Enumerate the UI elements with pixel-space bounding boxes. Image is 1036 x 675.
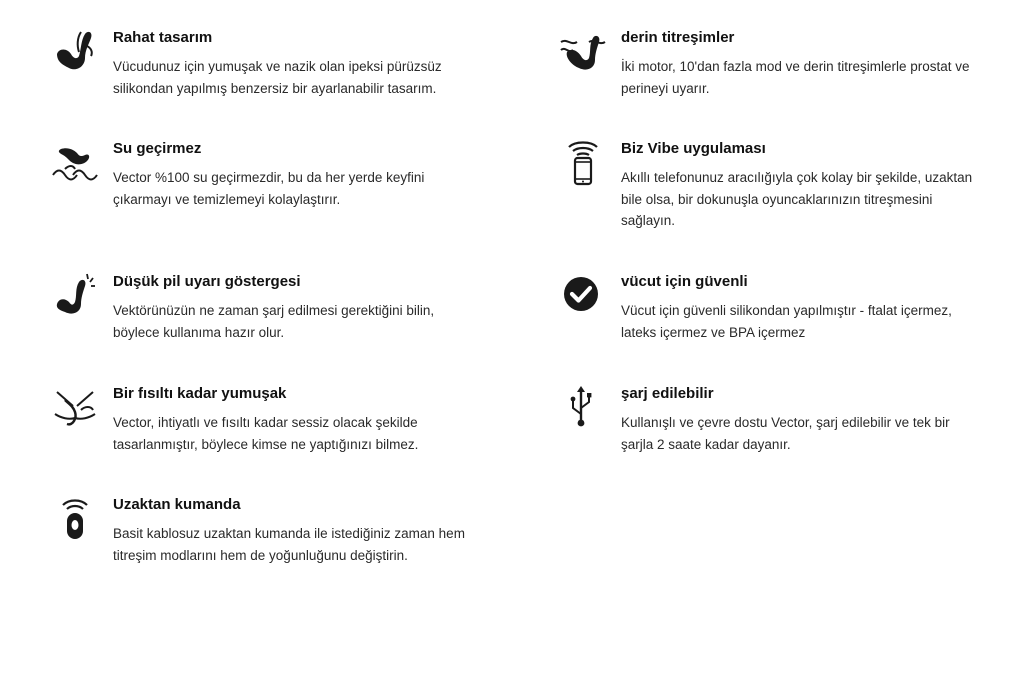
low-battery-indicator-icon — [51, 272, 99, 320]
product-silhouette-icon — [51, 28, 99, 76]
feature-description: Akıllı telefonunuz aracılığıyla çok kolay bir şekilde, uzaktan bile olsa, bir dokunuşla oyuncaklarınızın titreşmesini sağlayın. — [621, 170, 973, 228]
checkmark-circle-icon — [559, 272, 607, 320]
feature-title: Uzaktan kumanda — [113, 496, 241, 513]
feature-description: Vücut için güvenli silikondan yapılmıştır - ftalat içermez, lateks içermez ve BPA içermez — [621, 303, 952, 340]
feature-title: şarj edilebilir — [621, 385, 714, 402]
quiet-whisper-icon — [51, 384, 99, 432]
feature-title: vücut için güvenli — [621, 273, 748, 290]
feature-title: Su geçirmez — [113, 140, 202, 157]
waterproof-waves-icon — [51, 139, 99, 187]
smartphone-app-icon — [559, 139, 607, 187]
feature-description: Basit kablosuz uzaktan kumanda ile istediğiniz zaman hem titreşim modlarını hem de yoğunluğunu değiştirin. — [113, 526, 465, 563]
feature-description: Vücudunuz için yumuşak ve nazik olan ipeksi pürüzsüz silikondan yapılmış benzersiz bir ayarlanabilir tasarım. — [113, 59, 442, 96]
feature-description: Vector, ihtiyatlı ve fısıltı kadar sessiz olacak şekilde tasarlanmıştır, böylece kimse ne yaptığınızı bilmez. — [113, 415, 419, 452]
remote-control-icon — [51, 495, 99, 543]
feature-description: Kullanışlı ve çevre dostu Vector, şarj edilebilir ve tek bir şarjla 2 saate kadar dayanır. — [621, 415, 950, 452]
feature-title: Biz Vibe uygulaması — [621, 140, 766, 157]
feature-description: İki motor, 10'dan fazla mod ve derin titreşimlerle prostat ve perineyi uyarır. — [621, 59, 970, 96]
feature-description: Vektörünüzün ne zaman şarj edilmesi gerektiğini bilin, böylece kullanıma hazır olur. — [113, 303, 435, 340]
feature-title: Düşük pil uyarı göstergesi — [113, 273, 301, 290]
feature-description: Vector %100 su geçirmezdir, bu da her yerde keyfini çıkarmayı ve temizlemeyi kolaylaştırır. — [113, 170, 425, 207]
deep-vibration-icon — [559, 28, 607, 76]
feature-title: derin titreşimler — [621, 29, 735, 46]
feature-title: Rahat tasarım — [113, 29, 213, 46]
feature-title: Bir fısıltı kadar yumuşak — [113, 385, 287, 402]
usb-icon — [559, 384, 607, 432]
